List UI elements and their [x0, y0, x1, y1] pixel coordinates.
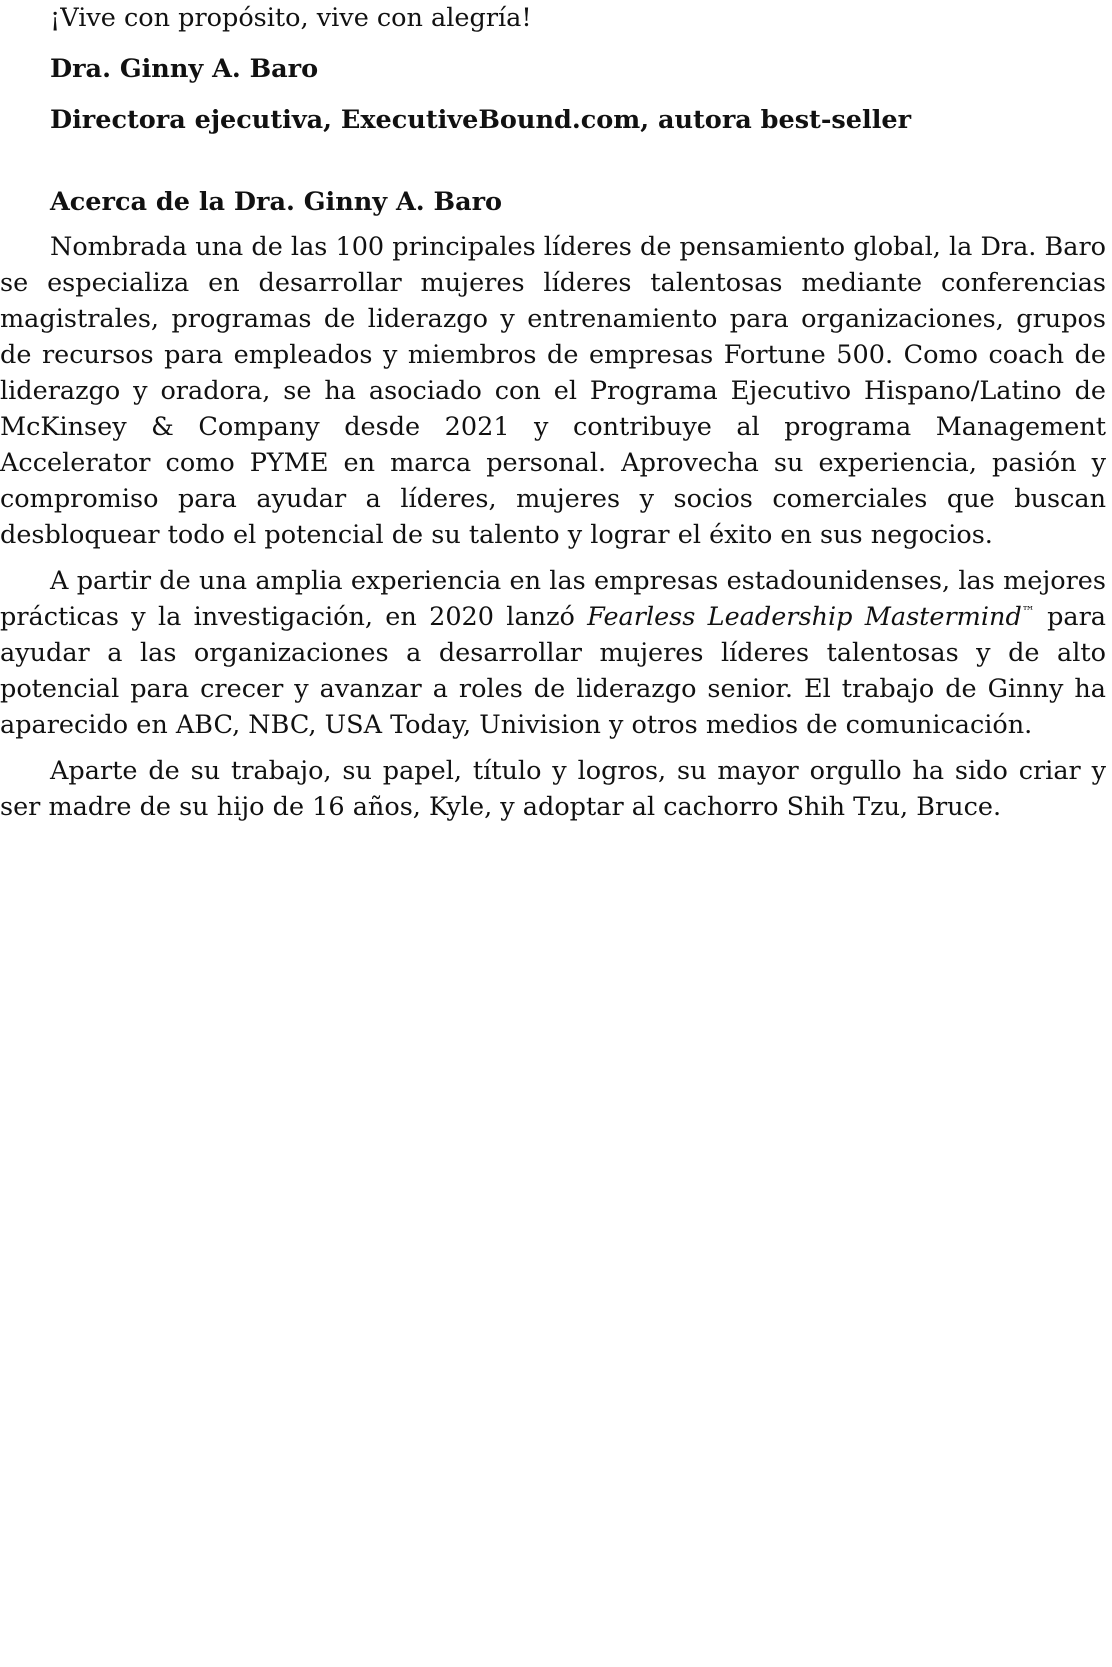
- closing-motto: ¡Vive con propósito, vive con alegría!: [50, 3, 532, 33]
- author-role: Directora ejecutiva, ExecutiveBound.com, autora best-seller: [50, 105, 912, 135]
- about-paragraph-2: [0, 563, 1106, 743]
- about-paragraph-3: Aparte de su trabajo, su papel, título y logros, su mayor orgullo ha sido criar y ser madre de su hijo de 16 años, Kyle, y adoptar al cachorro Shih Tzu, Bruce.: [0, 756, 1106, 822]
- about-heading: Acerca de la Dra. Ginny A. Baro: [50, 187, 503, 217]
- about-paragraph-1: Nombrada una de las 100 principales líderes de pensamiento global, la Dra. Baro se especializa en desarrollar mujeres líderes talentosas mediante conferencias magistrales, programas de liderazgo y entrenamiento para organizaciones, grupos de recursos para empleados y miembros de empresas Fortune 500. Como coach de liderazgo y oradora, se ha asociado con el Programa Ejecutivo Hispano/Latino de McKinsey & Company desde 2021 y contribuye al programa Management Accelerator como PYME en marca personal. Aprovecha su experiencia, pasión y compromiso para ayudar a líderes, mujeres y socios comerciales que buscan desbloquear todo el potencial de su talento y lograr el éxito en sus negocios.: [0, 232, 1106, 550]
- program-title: Fearless Leadership Mastermind: [587, 602, 1022, 632]
- trademark-symbol: ™: [1021, 604, 1035, 620]
- paragraph-2-text-after: para ayudar a las organizaciones a desarrollar mujeres líderes talentosas y de alto potencial para crecer y avanzar a roles de liderazgo senior. El trabajo de Ginny ha aparecido en ABC, NBC, USA Today, Univision y otros medios de comunicación.: [0, 602, 1106, 740]
- paragraph-2-text-before: A partir de una amplia experiencia en las empresas estadounidenses, las mejores prácticas y la investigación, en 2020 lanzó: [0, 566, 1106, 632]
- author-name: Dra. Ginny A. Baro: [50, 54, 319, 84]
